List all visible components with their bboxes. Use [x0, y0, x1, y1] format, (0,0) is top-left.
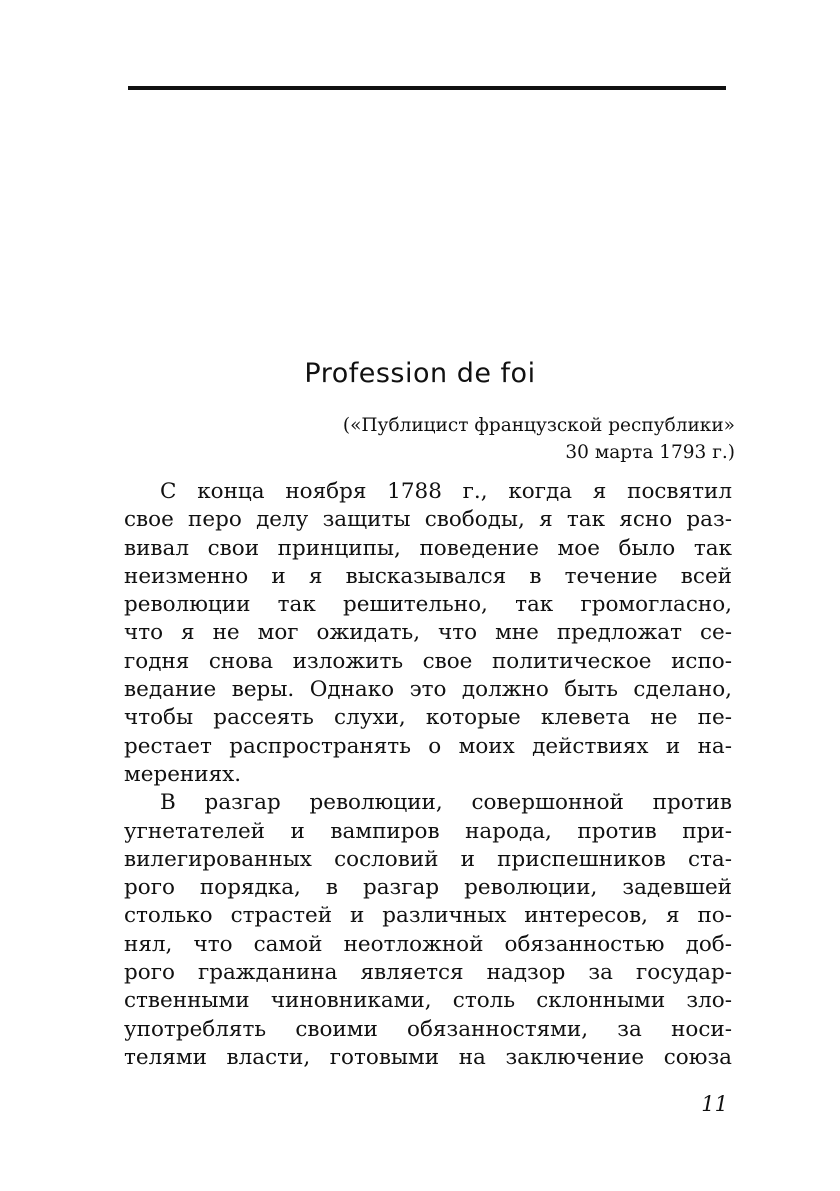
text-line: употреблять своими обязанностями, за носи-: [124, 1016, 732, 1042]
text-line: В разгар революции, совершонной против: [160, 790, 732, 816]
text-line: вивал свои принципы, поведение мое было так: [124, 535, 732, 561]
chapter-title: Profession de foi: [304, 358, 536, 389]
text-line: революции так решительно, так громогласно,: [124, 592, 732, 618]
text-line: телями власти, готовыми на заключение союза: [124, 1044, 732, 1070]
text-line: что я не мог ожидать, что мне предложат се-: [124, 620, 732, 646]
text-line: свое перо делу защиты свободы, я так ясно раз-: [124, 507, 732, 533]
text-line: рого гражданина является надзор за государ-: [124, 960, 732, 986]
paragraph-2: [124, 789, 732, 1072]
text-line: ведание веры. Однако это должно быть сделано,: [124, 677, 732, 703]
text-line: С конца ноября 1788 г., когда я посвятил: [160, 479, 732, 504]
page-number: 11: [701, 1092, 728, 1116]
text-line: чтобы рассеять слухи, которые клевета не пе-: [124, 705, 732, 731]
epigraph-source: («Публицист французской республики»: [342, 415, 735, 436]
body-text: [124, 478, 732, 1072]
epigraph: [343, 412, 735, 466]
text-line: рого порядка, в разгар революции, задевшей: [124, 875, 732, 901]
paragraph-1: [124, 478, 732, 789]
text-line: столько страстей и различных интересов, я по-: [124, 903, 732, 929]
text-line: угнетателей и вампиров народа, против при-: [124, 818, 732, 844]
text-line: неизменно и я высказывался в течение всей: [124, 563, 732, 589]
epigraph-date: 30 марта 1793 г.): [565, 442, 735, 463]
text-line: мерениях.: [124, 761, 242, 787]
text-line: нял, что самой неотложной обязанностью доб-: [124, 931, 732, 957]
text-line: вилегированных сословий и приспешников ста-: [124, 846, 732, 872]
text-line: годня снова изложить свое политическое испо-: [124, 648, 732, 674]
text-line: рестает распространять о моих действиях и на-: [124, 733, 732, 759]
top-rule: [128, 86, 726, 90]
text-line: ственными чиновниками, столь склонными зло-: [124, 988, 732, 1014]
